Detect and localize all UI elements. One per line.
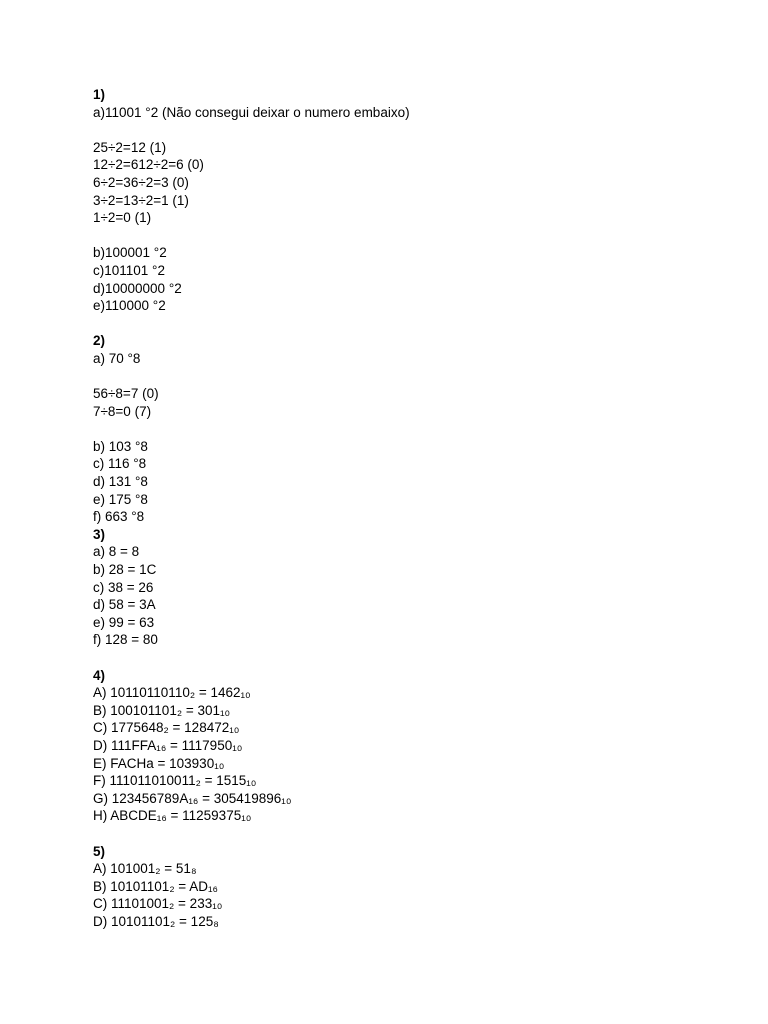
work-line: 12÷2=612÷2=6 (0) [93,157,204,173]
spacer [93,649,733,667]
question-1a-answer: a)11001 °2 (Não consegui deixar o numero embaixo) [93,104,410,120]
answer-line: f) 663 °8 [93,509,145,525]
answer-line: b)100001 °2 [93,245,167,261]
work-line: 6÷2=36÷2=3 (0) [93,174,189,190]
answer-line: b) 28 = 1C [93,562,157,578]
spacer [93,227,733,245]
answer-line: f) 128 = 80 [93,632,158,648]
answer-line: e) 99 = 63 [93,614,155,630]
question-2a-answer: a) 70 °8 [93,350,141,366]
answer-line: B) 10101101₂ = AD₁₆ [93,878,218,894]
answer-line: c)101101 °2 [93,262,165,278]
answer-line: c) 38 = 26 [93,579,154,595]
work-line: 25÷2=12 (1) [93,139,167,155]
answer-line: c) 116 °8 [93,456,147,472]
answer-line: d)10000000 °2 [93,280,182,296]
spacer [93,121,733,139]
answer-line: d) 131 °8 [93,474,148,490]
answer-line: A) 10110110110₂ = 1462₁₀ [93,685,251,701]
answer-line: H) ABCDE₁₆ = 11259375₁₀ [93,808,252,824]
answer-line: F) 111011010011₂ = 1515₁₀ [93,773,257,789]
spacer [93,368,733,386]
answer-line: a) 8 = 8 [93,544,140,560]
answer-line: D) 10101101₂ = 125₈ [93,913,219,929]
answer-line: d) 58 = 3A [93,597,156,613]
answer-line: C) 11101001₂ = 233₁₀ [93,896,223,912]
answer-line: G) 123456789A₁₆ = 305419896₁₀ [93,790,292,806]
answer-line: E) FACHa = 103930₁₀ [93,755,225,771]
spacer [93,420,733,438]
question-3-heading: 3) [93,526,106,542]
answer-line: B) 100101101₂ = 301₁₀ [93,702,231,718]
answer-line: e)110000 °2 [93,298,166,314]
answer-line: C) 1775648₂ = 128472₁₀ [93,720,240,736]
work-line: 7÷8=0 (7) [93,403,152,419]
question-5-heading: 5) [93,843,106,859]
answer-line: b) 103 °8 [93,438,148,454]
work-line: 3÷2=13÷2=1 (1) [93,192,189,208]
answer-line: A) 101001₂ = 51₈ [93,861,197,877]
answer-line: D) 111FFA₁₆ = 1117950₁₀ [93,737,243,753]
work-line: 56÷8=7 (0) [93,386,159,402]
work-line: 1÷2=0 (1) [93,210,152,226]
answer-line: e) 175 °8 [93,491,148,507]
question-4-heading: 4) [93,667,106,683]
question-2-heading: 2) [93,333,106,349]
spacer [93,825,733,843]
document-body [93,86,733,931]
question-1-heading: 1) [93,87,106,102]
spacer [93,315,733,333]
